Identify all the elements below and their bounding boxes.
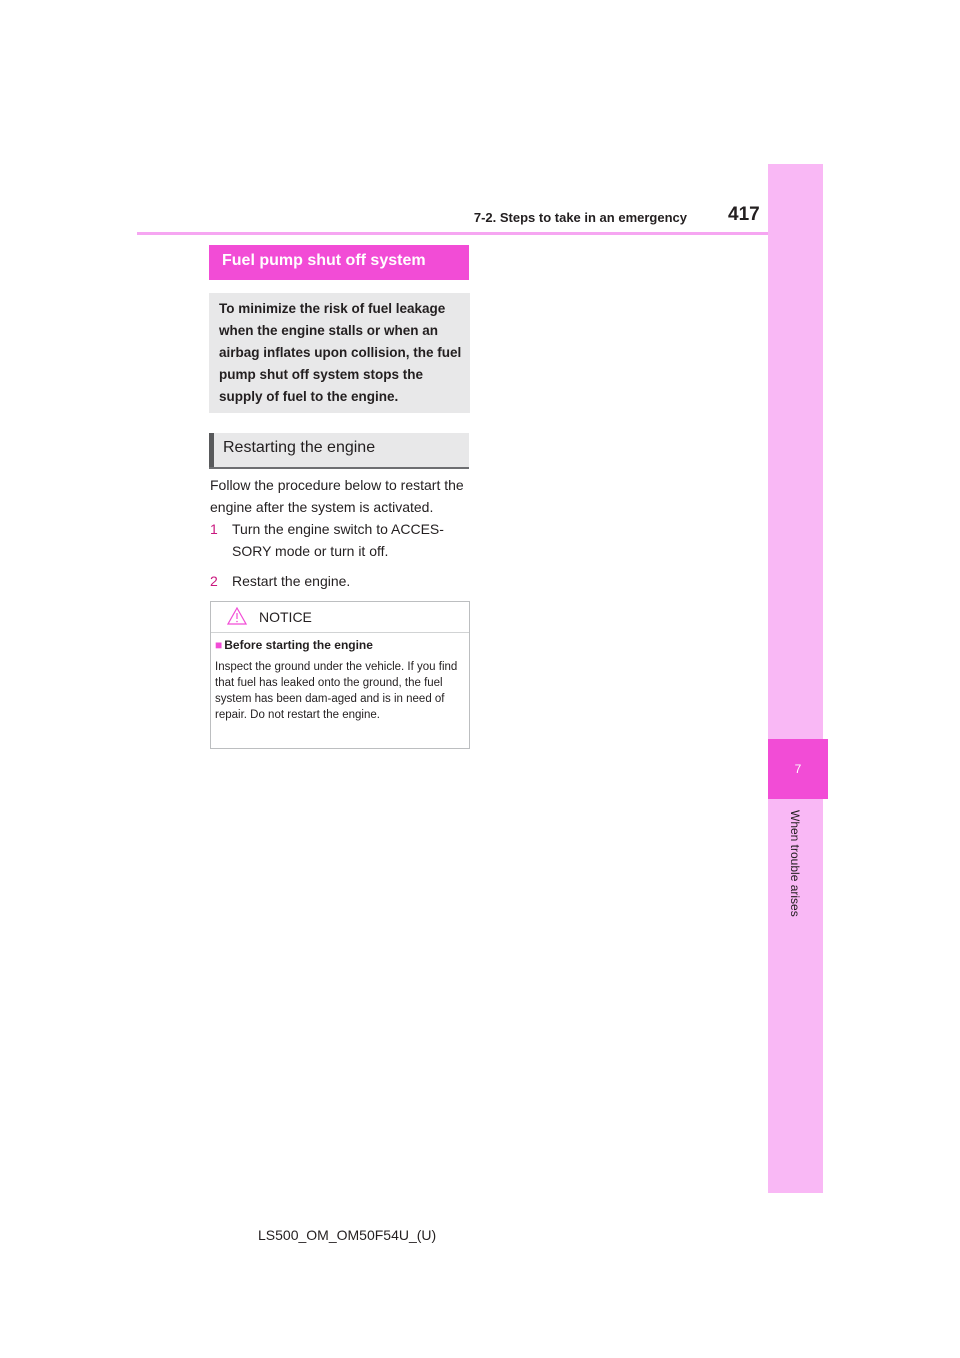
page-number: 417 — [728, 204, 760, 225]
restarting-heading-text: Restarting the engine — [223, 439, 376, 456]
chapter-side-strip — [768, 164, 823, 1193]
intro-text: To minimize the risk of fuel leakage when the engine stalls or when an airbag inflates upon collision, the fuel pump shut off system stops the supply of fuel to the engine. — [219, 301, 462, 404]
document-code: LS500_OM_OM50F54U_(U) — [258, 1227, 437, 1243]
notice-box — [210, 601, 470, 749]
restart-body-text: Follow the procedure below to restart the engine after the system is activated. — [210, 477, 464, 515]
notice-text: Inspect the ground under the vehicle. If you find that fuel has leaked onto the ground, the fuel system has been dam-aged and is in need of repair. Do not restart the engine. — [215, 661, 458, 721]
notice-label: NOTICE — [259, 609, 312, 625]
step-text: Turn the engine switch to ACCES-SORY mode or turn it off. — [232, 521, 444, 559]
fuel-pump-heading-text: Fuel pump shut off system — [222, 252, 426, 269]
step-item — [210, 518, 472, 562]
intro-box — [209, 293, 470, 413]
notice-subheading-text: Before starting the engine — [224, 638, 373, 652]
warning-icon — [227, 607, 247, 625]
header-divider — [137, 232, 768, 235]
notice-header — [211, 602, 469, 633]
step-text: Restart the engine. — [232, 573, 351, 589]
step-number: 1 — [210, 521, 218, 537]
chapter-title — [788, 810, 804, 940]
restarting-section-heading — [209, 433, 469, 469]
fuel-pump-section-heading — [209, 245, 469, 280]
section-reference: 7-2. Steps to take in an emergency — [473, 210, 687, 225]
notice-subheading — [215, 638, 373, 652]
chapter-title-text: When trouble arises — [788, 810, 802, 917]
chapter-number: 7 — [794, 762, 802, 776]
step-number: 2 — [210, 573, 218, 589]
step-item — [210, 570, 472, 592]
bullet-square-icon: ■ — [215, 638, 223, 652]
heading-accent-bar — [209, 433, 214, 467]
